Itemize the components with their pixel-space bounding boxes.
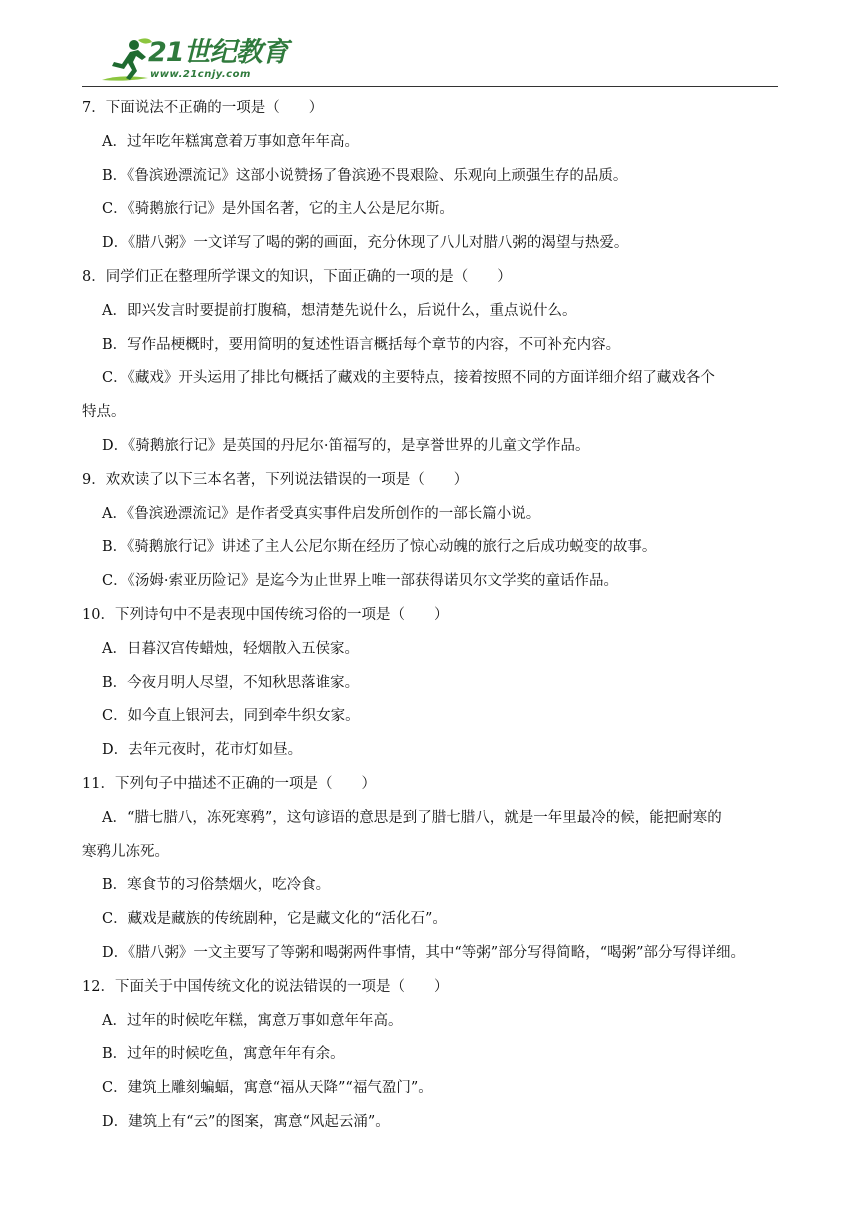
option-d: D．《骑鹅旅行记》是英国的丹尼尔·笛福写的，是享誉世界的儿童文学作品。 — [102, 437, 590, 454]
option-d: D．《腊八粥》一文详写了喝的粥的画面，充分休现了八儿对腊八粥的渴望与热爱。 — [102, 235, 629, 252]
option-a-continued: 寒鸦儿冻死。 — [82, 843, 169, 860]
option-b: B．《骑鹅旅行记》讲述了主人公尼尔斯在经历了惊心动魄的旅行之后成功蜕变的故事。 — [102, 539, 657, 556]
option-b: B．寒食节的习俗禁烟火，吃冷食。 — [102, 877, 331, 894]
option-d: D．建筑上有“云”的图案，寓意“风起云涌”。 — [102, 1113, 390, 1130]
page-header — [0, 0, 860, 92]
question-stem: 7．下面说法不正确的一项是（ ） — [82, 100, 324, 116]
option-c: C．藏戏是藏族的传统剧种，它是藏文化的“活化石”。 — [102, 911, 447, 928]
question-stem: 12．下面关于中国传统文化的说法错误的一项是（ ） — [82, 978, 449, 995]
option-d: D．《腊八粥》一文主要写了等粥和喝粥两件事情，其中“等粥”部分写得简略，“喝粥”部分写得详细。 — [102, 944, 746, 961]
logo-title: 21世纪教育 — [148, 37, 288, 68]
runner-logo-icon — [100, 36, 152, 86]
question-12 — [82, 971, 782, 1140]
question-stem: 11．下列句子中描述不正确的一项是（ ） — [82, 775, 376, 792]
question-stem: 10．下列诗句中不是表现中国传统习俗的一项是（ ） — [82, 606, 449, 623]
site-logo[interactable] — [100, 36, 288, 86]
option-a: A．过年吃年糕寓意着万事如意年年高。 — [102, 133, 359, 150]
question-list — [82, 92, 782, 1140]
option-c-continued: 特点。 — [82, 404, 126, 421]
question-stem: 9．欢欢读了以下三本名著，下列说法错误的一项是（ ） — [82, 471, 469, 488]
option-c: C．《汤姆·索亚历险记》是迄今为止世界上唯一部获得诺贝尔文学奖的童话作品。 — [102, 573, 618, 590]
option-b: B．写作品梗概时，要用简明的复述性语言概括每个章节的内容，不可补充内容。 — [102, 336, 621, 353]
logo-url: www.21cnjy.com — [150, 69, 251, 80]
question-8 — [82, 261, 782, 464]
option-c: C．《藏戏》开头运用了排比句概括了藏戏的主要特点，接着按照不同的方面详细介绍了藏戏各个 — [102, 370, 715, 387]
question-9 — [82, 464, 782, 599]
option-b: B．过年的时候吃鱼，寓意年年有余。 — [102, 1046, 345, 1063]
header-divider — [82, 86, 778, 87]
question-10 — [82, 599, 782, 768]
question-stem: 8．同学们正在整理所学课文的知识，下面正确的一项的是（ ） — [82, 268, 512, 285]
option-a: A．“腊七腊八，冻死寒鸦”，这句谚语的意思是到了腊七腊八，就是一年里最冷的候，能把耐寒的 — [102, 809, 722, 826]
option-a: A．《鲁滨逊漂流记》是作者受真实事件启发所创作的一部长篇小说。 — [102, 505, 541, 522]
option-b: B．《鲁滨逊漂流记》这部小说赞扬了鲁滨逊不畏艰险、乐观向上顽强生存的品质。 — [102, 167, 628, 184]
question-7 — [82, 92, 782, 261]
option-a: A．即兴发言时要提前打腹稿，想清楚先说什么，后说什么，重点说什么。 — [102, 302, 577, 319]
option-d: D．去年元夜时，花市灯如昼。 — [102, 742, 303, 759]
option-c: C．建筑上雕刻蝙蝠，寓意“福从天降”“福气盈门”。 — [102, 1080, 433, 1097]
option-b: B．今夜月明人尽望，不知秋思落谁家。 — [102, 674, 360, 691]
option-c: C．如今直上银河去，同到牵牛织女家。 — [102, 708, 360, 725]
question-11 — [82, 768, 782, 971]
option-a: A．日暮汉宫传蜡烛，轻烟散入五侯家。 — [102, 640, 359, 657]
option-c: C．《骑鹅旅行记》是外国名著，它的主人公是尼尔斯。 — [102, 201, 454, 218]
option-a: A．过年的时候吃年糕，寓意万事如意年年高。 — [102, 1012, 403, 1029]
